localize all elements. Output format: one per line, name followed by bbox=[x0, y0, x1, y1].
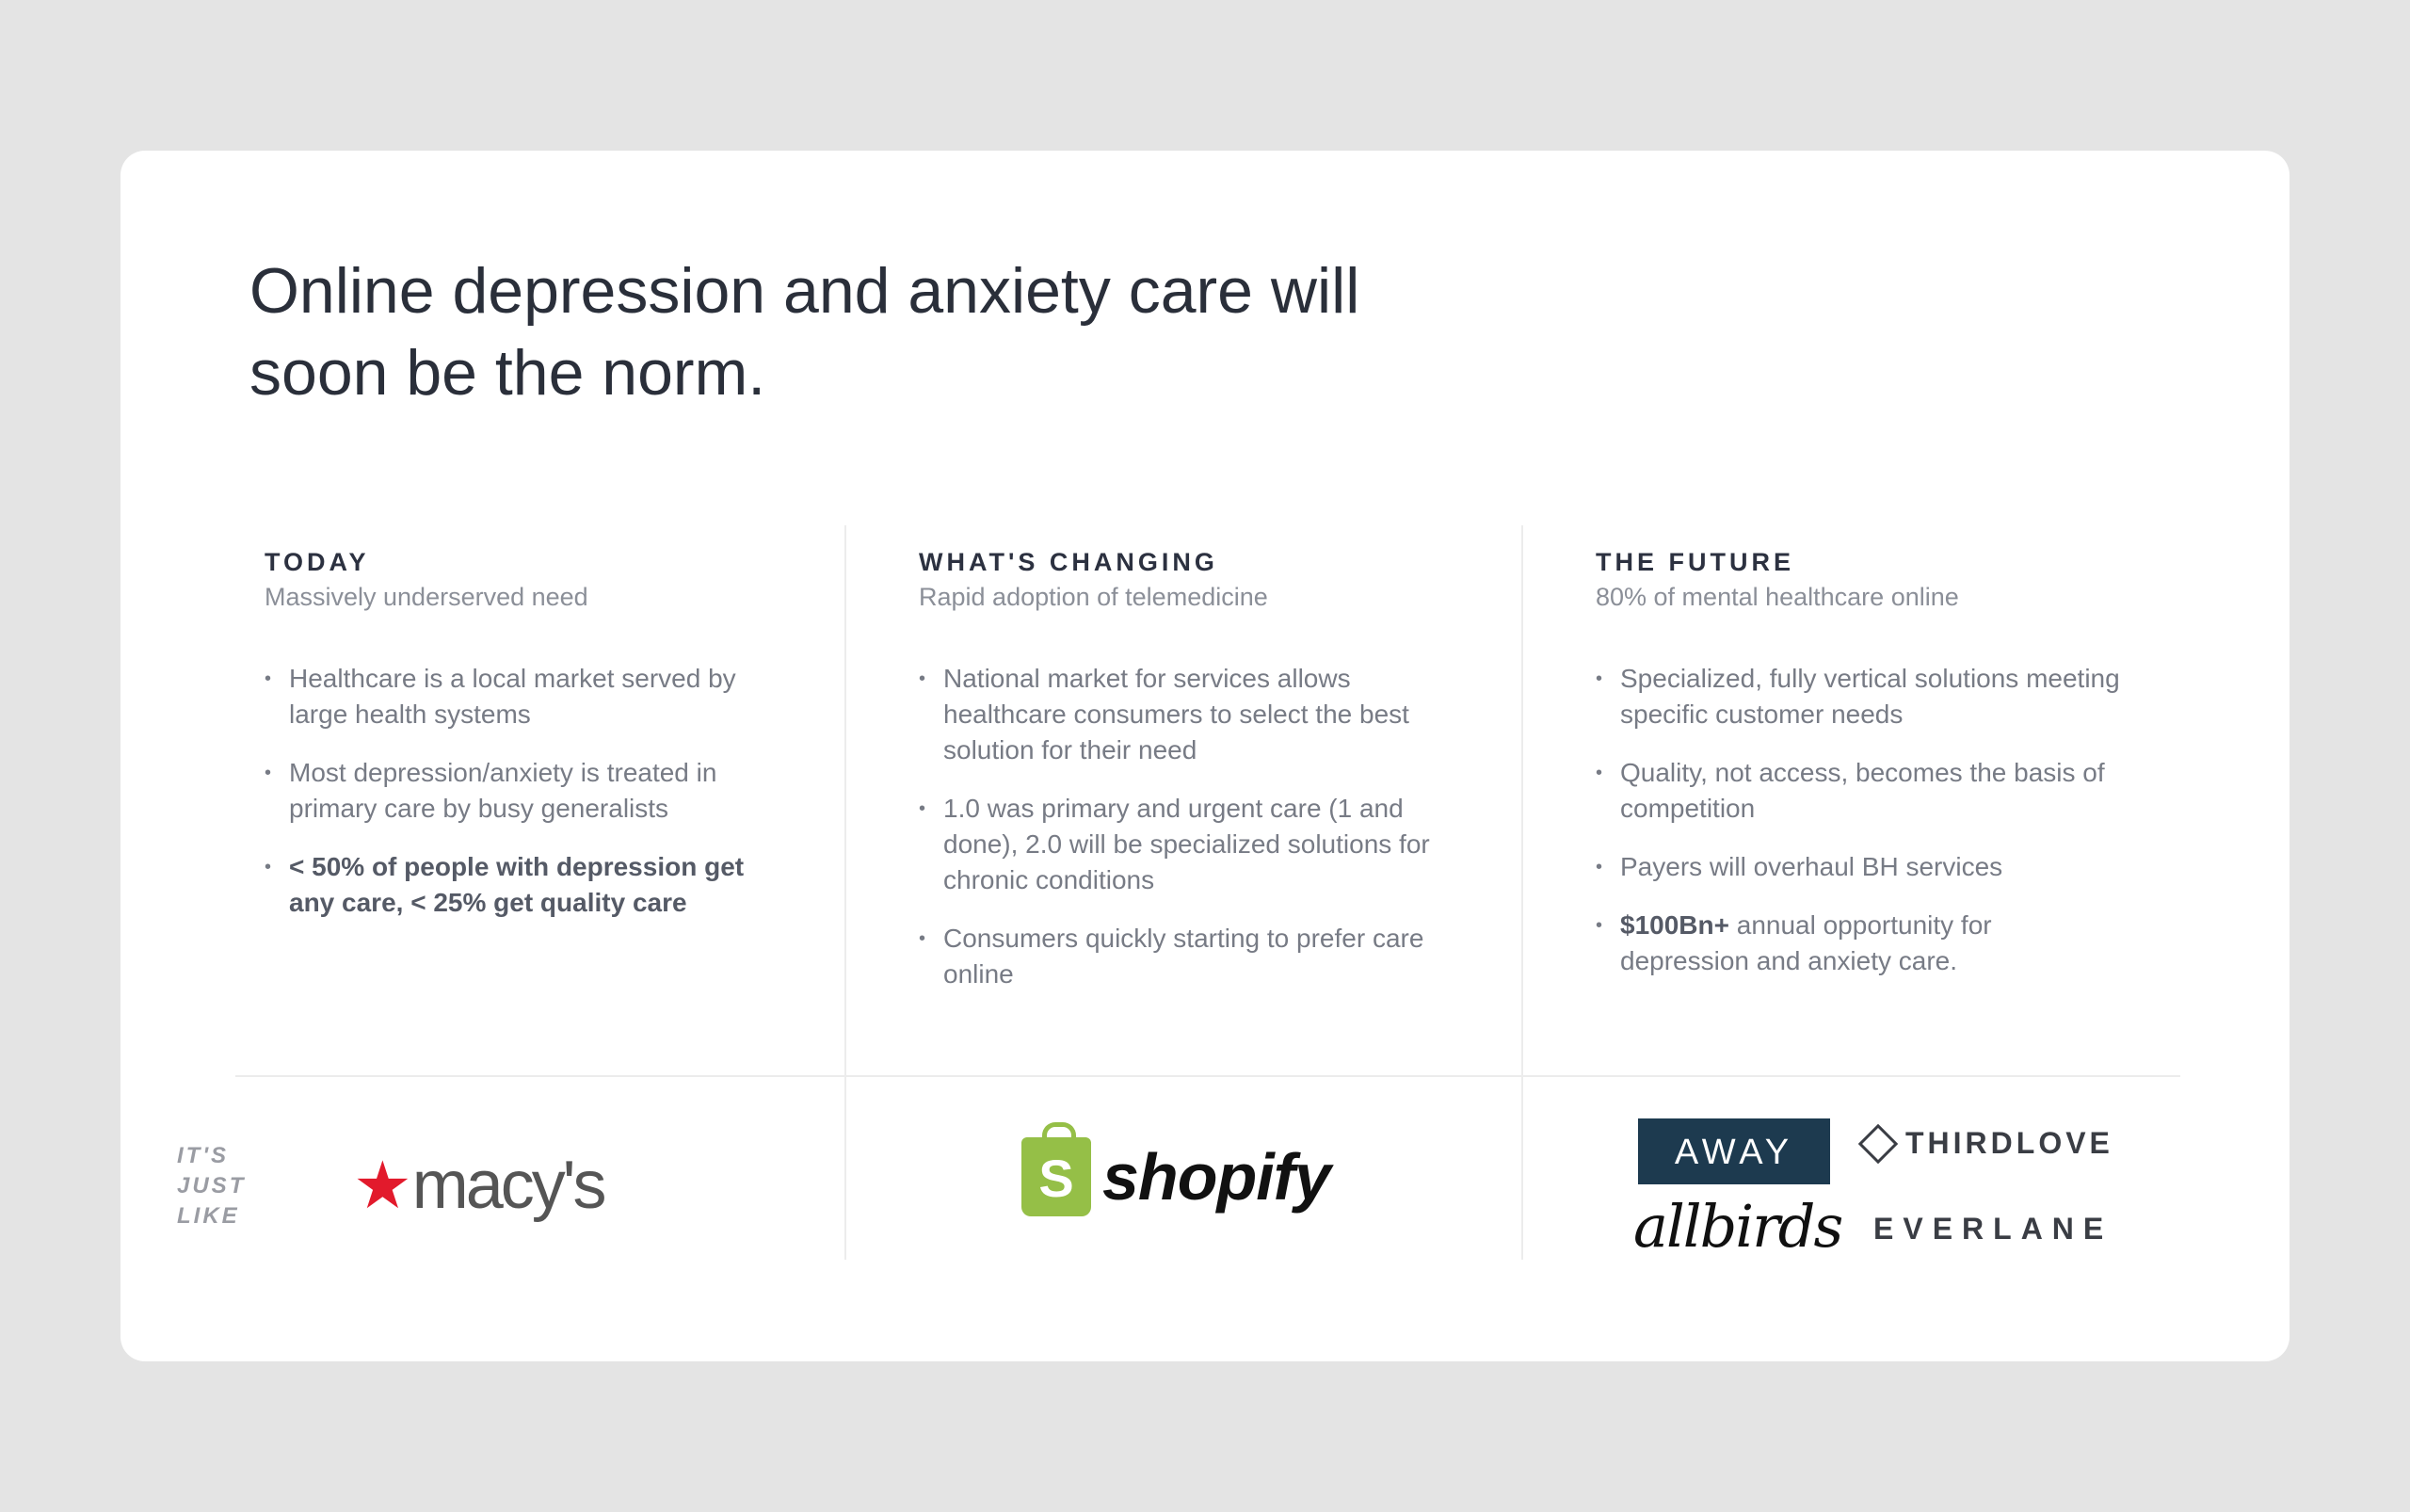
row-divider bbox=[235, 1075, 2180, 1077]
shopping-bag-icon: S bbox=[1021, 1137, 1091, 1216]
bullet-bold: $100Bn+ bbox=[1620, 910, 1729, 940]
column-heading: TODAY bbox=[265, 548, 370, 576]
macys-logo bbox=[353, 1147, 604, 1224]
column-divider bbox=[844, 525, 846, 1260]
diamond-icon bbox=[1858, 1123, 1898, 1163]
column-today bbox=[265, 548, 792, 943]
bullet-item bbox=[919, 661, 1446, 768]
column-heading: WHAT'S CHANGING bbox=[919, 548, 1218, 576]
bullet-list bbox=[1596, 661, 2123, 979]
bullet-text: Consumers quickly starting to prefer care online bbox=[943, 924, 1424, 989]
column-what-s-changing bbox=[919, 548, 1446, 1015]
slide-title: Online depression and anxiety care will soon be the norm. bbox=[249, 255, 1360, 409]
bullet-list bbox=[919, 661, 1446, 992]
away-logo: AWAY bbox=[1638, 1118, 1830, 1184]
shopify-wordmark: shopify bbox=[1102, 1140, 1330, 1214]
column-the-future bbox=[1596, 548, 2123, 1002]
bullet-text: 1.0 was primary and urgent care (1 and done), 2.0 will be specialized solutions for chronic conditions bbox=[943, 794, 1430, 894]
column-heading: THE FUTURE bbox=[1596, 548, 1794, 576]
bullet-item bbox=[919, 921, 1446, 992]
macys-wordmark: macy's bbox=[411, 1148, 604, 1223]
bullet-item bbox=[265, 755, 792, 827]
thirdlove-logo bbox=[1864, 1126, 2113, 1161]
bullet-bold: < 50% of people with depression get any care, < 25% get quality care bbox=[289, 852, 745, 917]
column-subheading: Rapid adoption of telemedicine bbox=[919, 583, 1268, 611]
allbirds-logo: allbirds bbox=[1633, 1192, 1842, 1261]
column-subheading: 80% of mental healthcare online bbox=[1596, 583, 1959, 611]
column-divider bbox=[1521, 525, 1523, 1260]
bullet-text: Most depression/anxiety is treated in primary care by busy generalists bbox=[289, 758, 717, 823]
bullet-item bbox=[1596, 755, 2123, 827]
bullet-item bbox=[265, 849, 792, 921]
bullet-text: annual opportunity for depression and anxiety care. bbox=[1620, 910, 1992, 975]
bullet-item bbox=[919, 791, 1446, 898]
bullet-text: Quality, not access, becomes the basis of competition bbox=[1620, 758, 2105, 823]
bullet-item bbox=[1596, 908, 2123, 979]
thirdlove-wordmark: THIRDLOVE bbox=[1905, 1126, 2113, 1160]
column-subheading: Massively underserved need bbox=[265, 583, 588, 611]
bullet-text: Specialized, fully vertical solutions meeting specific customer needs bbox=[1620, 664, 2120, 729]
shopify-logo bbox=[1021, 1137, 1330, 1216]
bullet-item bbox=[1596, 661, 2123, 732]
bullet-item bbox=[1596, 849, 2123, 885]
bullet-list bbox=[265, 661, 792, 921]
star-icon: ★ bbox=[353, 1149, 412, 1222]
everlane-logo: EVERLANE bbox=[1873, 1212, 2113, 1246]
bullet-text: Healthcare is a local market served by large health systems bbox=[289, 664, 736, 729]
its-just-like-label: IT'S JUST LIKE bbox=[177, 1143, 247, 1229]
bullet-text: National market for services allows healthcare consumers to select the best solution for their need bbox=[943, 664, 1409, 764]
bullet-item bbox=[265, 661, 792, 732]
bullet-text: Payers will overhaul BH services bbox=[1620, 852, 2003, 881]
